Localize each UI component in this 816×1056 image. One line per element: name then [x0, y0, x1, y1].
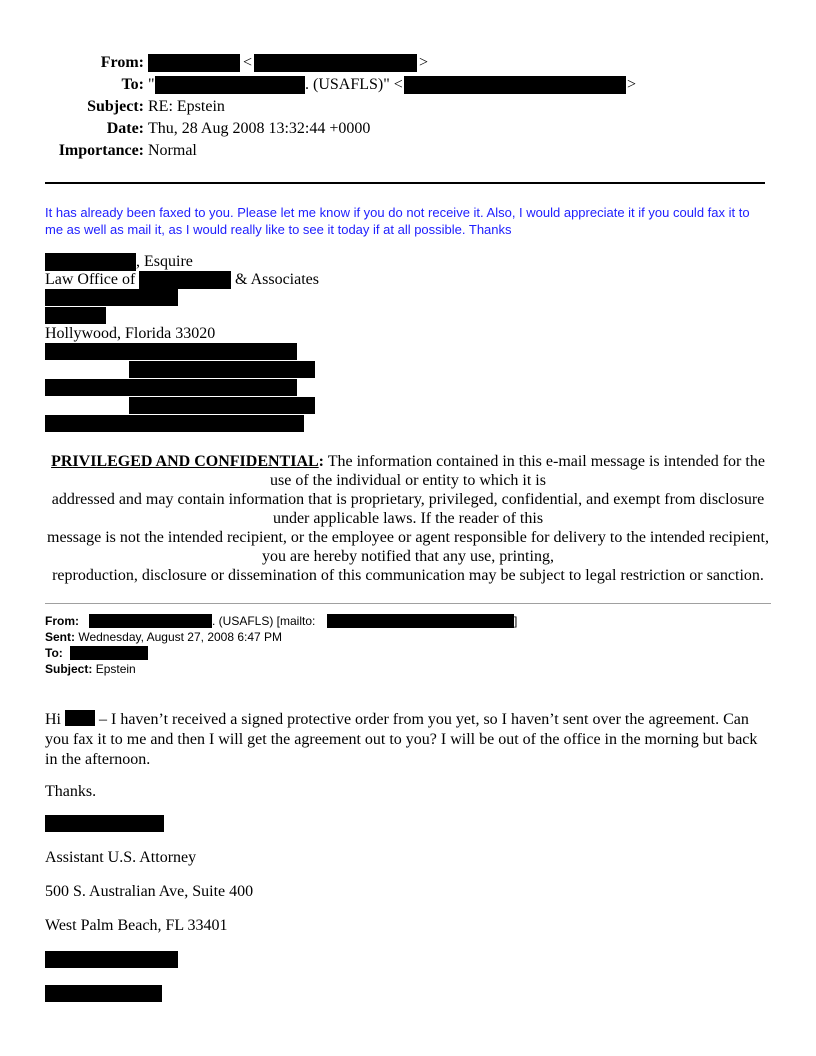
sig-law-office-suffix: & Associates	[235, 271, 319, 288]
redacted-fw-from-email	[327, 614, 514, 628]
sender-title: Assistant U.S. Attorney	[45, 849, 197, 866]
sig-law-office-prefix: Law Office of	[45, 271, 136, 288]
conf-line-1	[45, 452, 771, 490]
conf-line-4: reproduction, disclosure or dissemination of this communication may be subject to legal restriction or sanction.	[52, 567, 764, 584]
redacted-sender-phone	[45, 951, 178, 968]
to-label: To:	[121, 76, 144, 93]
date-value: Thu, 28 Aug 2008 13:32:44 +0000	[148, 120, 371, 137]
redacted-recipient-name	[65, 710, 95, 726]
importance-label: Importance:	[58, 142, 144, 159]
redacted-contact-3	[45, 379, 297, 396]
fw-from-close: ]	[514, 614, 518, 628]
redacted-law-office-name	[139, 271, 231, 289]
redacted-contact-4	[129, 397, 315, 414]
fw-subject-row	[45, 661, 136, 677]
message-body-text: – I haven’t received a signed protective order from you yet, so I haven’t sent over the agreement. Can you fax it to me and then I will get the agreement out to you? I will be out of the office in the morning but back in the afternoon.	[45, 711, 758, 768]
subject-value: RE: Epstein	[148, 98, 225, 115]
redacted-fw-to	[70, 646, 148, 660]
fw-to-row	[45, 645, 63, 661]
conf-text-1: The information contained in this e-mail message is intended for the use of the individual or entity to which it is	[270, 453, 765, 489]
sender-address-1: 500 S. Australian Ave, Suite 400	[45, 883, 254, 900]
to-suffix: . (USAFLS)" <	[305, 76, 403, 93]
from-lt: <	[243, 54, 253, 71]
date-label: Date:	[106, 120, 144, 137]
redacted-contact-5	[45, 415, 304, 432]
redacted-sender-name	[45, 815, 164, 832]
sig-esquire: , Esquire	[136, 253, 193, 270]
conf-label: PRIVILEGED AND CONFIDENTIAL	[51, 453, 319, 470]
conf-colon: :	[318, 453, 324, 470]
fw-from-label: From:	[45, 614, 79, 628]
fw-subject-label: Subject:	[45, 662, 93, 676]
redacted-address-1	[45, 289, 178, 306]
to-gt: >	[627, 76, 637, 93]
fw-sent-label: Sent:	[45, 630, 75, 644]
redacted-contact-2	[129, 361, 315, 378]
confidentiality-notice	[45, 452, 771, 585]
redacted-address-2	[45, 307, 106, 324]
redacted-to-name	[155, 76, 305, 94]
message-thanks: Thanks.	[45, 783, 97, 800]
redacted-to-email	[404, 76, 626, 94]
redacted-sig-name	[45, 253, 136, 271]
fw-subject-value: Epstein	[95, 662, 136, 676]
conf-line-2: addressed and may contain information that is proprietary, privileged, confidential, and exempt from disclosure under applicable laws. If the reader of this	[51, 491, 765, 527]
redacted-contact-1	[45, 343, 297, 360]
fw-sent-row	[45, 629, 282, 645]
reply-text: It has already been faxed to you. Please let me know if you do not receive it. Also, I would appreciate it if you could fax it to me as well as mail it, as I would really like to see it today if at all possible. Thanks	[45, 205, 750, 237]
fw-sent-value: Wednesday, August 27, 2008 6:47 PM	[78, 630, 283, 644]
redacted-from-name	[148, 54, 240, 72]
from-label: From:	[100, 54, 144, 71]
fw-from-suffix: . (USAFLS) [mailto:	[212, 614, 316, 628]
redacted-sender-fax	[45, 985, 162, 1002]
conf-line-3: message is not the intended recipient, or the employee or agent responsible for delivery to the intended recipient, you are hereby notified that any use, printing,	[47, 529, 769, 565]
redacted-from-email	[254, 54, 417, 72]
message-body	[45, 710, 771, 770]
importance-value: Normal	[148, 142, 197, 159]
subject-label: Subject:	[87, 98, 144, 115]
fw-from-row	[45, 613, 79, 629]
from-gt: >	[419, 54, 429, 71]
fw-to-label: To:	[45, 646, 63, 660]
to-open-quote: "	[148, 76, 155, 93]
redacted-fw-from-name	[89, 614, 212, 628]
forward-divider	[45, 603, 771, 604]
message-hi: Hi	[45, 711, 61, 728]
sig-city: Hollywood, Florida 33020	[45, 325, 216, 342]
header-divider	[45, 182, 765, 184]
sender-address-2: West Palm Beach, FL 33401	[45, 917, 228, 934]
